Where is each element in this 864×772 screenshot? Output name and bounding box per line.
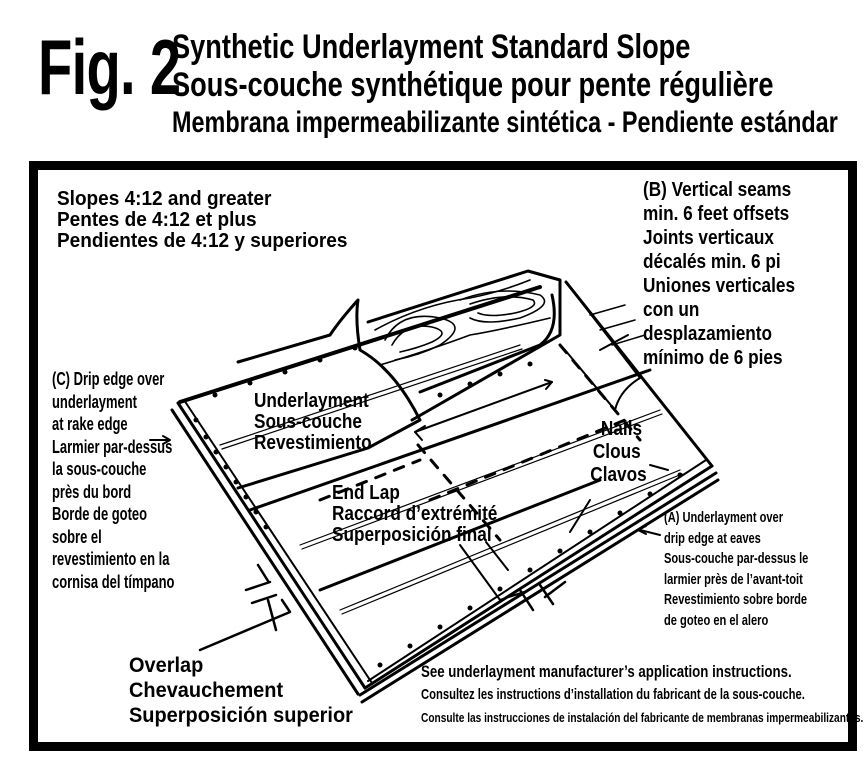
slope-note [57, 189, 347, 252]
figure-number: Fig. 2 [38, 23, 181, 111]
instructions-en: See underlayment manufacturer’s application instructions. [421, 662, 792, 681]
callout-drip-edge-rake: (C) Drip edge over underlayment at rake edge Larmier par-dessus la sous-couche près du bord Borde de goteo sobre el revestimiento en la cornisa del tímpano [52, 369, 175, 592]
callout-nails: Nails Clous Clavos [590, 418, 647, 486]
callout-end-lap: End Lap Raccord d’extrémité Superposición final [332, 482, 498, 546]
callout-underlayment-eaves: (A) Underlayment over drip edge at eaves Sous-couche par-dessus le larmier près de l’avant-toit Revestimiento sobre borde de goteo en el alero [664, 509, 809, 629]
instructions-fr: Consultez les instructions d’installation du fabricant de la sous-couche. [421, 686, 805, 703]
slope-note-es: Pendientes de 4:12 y superiores [57, 230, 348, 252]
slope-note-fr: Pentes de 4:12 et plus [57, 209, 257, 231]
callout-vertical-seams: (B) Vertical seams min. 6 feet offsets Joints verticaux décalés min. 6 pi Uniones verticales con un desplazamiento mínimo de 6 pies [643, 179, 796, 369]
slope-note-en: Slopes 4:12 and greater [57, 188, 272, 210]
instructions-es: Consulte las instrucciones de instalación del fabricante de membranas impermeabilizantes. [421, 710, 864, 725]
callout-underlayment: Underlayment Sous-couche Revestimiento [254, 390, 372, 454]
title-english: Synthetic Underlayment Standard Slope [172, 28, 691, 66]
title-french: Sous-couche synthétique pour pente régulière [172, 66, 774, 104]
instructions-note [421, 660, 863, 729]
callout-overlap: Overlap Chevauchement Superposición superior [129, 654, 353, 727]
title-spanish: Membrana impermeabilizante sintética - Pendiente estándar [172, 106, 838, 139]
